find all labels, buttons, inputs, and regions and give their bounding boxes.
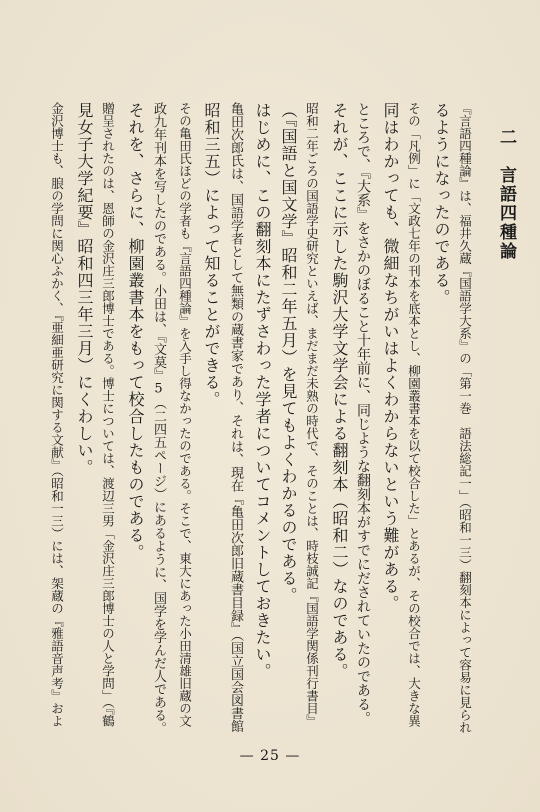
text-line-6: それが、ここに示した駒沢大学文学会による翻刻本（昭和二）なのである。	[330, 102, 349, 680]
text-line-2: るようになったのである。	[432, 102, 451, 306]
text-line-8: （『国語と国文学』昭和二年五月）を見てもよくわかるのである。	[279, 102, 298, 604]
text-line-16: 見女子大学紀要』昭和四三年三月）にくわしい。	[75, 102, 94, 476]
text-line-13: 政九年刊本を写したのである。小田は、『文莫』5（二四五ページ）にあるように、国学を学んだ人である。	[151, 102, 166, 735]
text-line-4: 同はわかっても、微細なちがいはよくわからないという難がある。	[381, 102, 400, 612]
page-number: — 25 —	[239, 748, 301, 764]
text-line-17: 金沢博士も、朖の学問に関心ふかく、『亜細亜研究に関する文献』（昭和一三）には、架蔵の『雅語音声考』およ	[49, 102, 65, 727]
text-line-1: 『言語四種論』は、福井久蔵『国語学大系』の「第一巻 語法総記一」（昭和一三）翻刻本によって容易に見られ	[457, 102, 473, 734]
text-line-15: 贈呈されたのは、恩師の金沢庄三郎博士である。博士については、渡辺三男「金沢庄三郎博士の人と学問」（『鶴	[100, 102, 116, 727]
text-line-10: 亀田次郎氏は、国語学者として無類の蔵書家であり、それは、現在『亀田次郎旧蔵書目録』（国立国会図書館	[228, 102, 243, 733]
section-heading: 二 言語四種論	[496, 128, 516, 261]
text-line-12: その亀田氏ほどの学者も『言語四種論』を入手し得なかったのである。そこで、東大にあった小田清雄旧蔵の文	[177, 102, 193, 727]
text-line-11: 昭和三五）によって知ることができる。	[202, 102, 221, 408]
text-line-3: その「凡例」に「文政七年の刊本を底本とし、柳園叢書本を以て校合した」とあるが、その校合では、大きな異	[406, 102, 422, 727]
text-line-5: ところで、『大系』をさかのぼること十年前に、同じような翻刻本がすでにだされていたのである。	[355, 102, 371, 725]
text-line-9: はじめに、この翻刻本にたずさわった学者についてコメントしておきたい。	[253, 102, 272, 680]
text-line-7: 昭和二年ごろの国語学史研究といえば、まだまだ未熟の時代で、そのことは、時枝誠記『国語学関係刊行書目』	[304, 102, 320, 727]
text-line-14: それを、さらに、柳園叢書本をもって校合したものである。	[126, 102, 145, 561]
